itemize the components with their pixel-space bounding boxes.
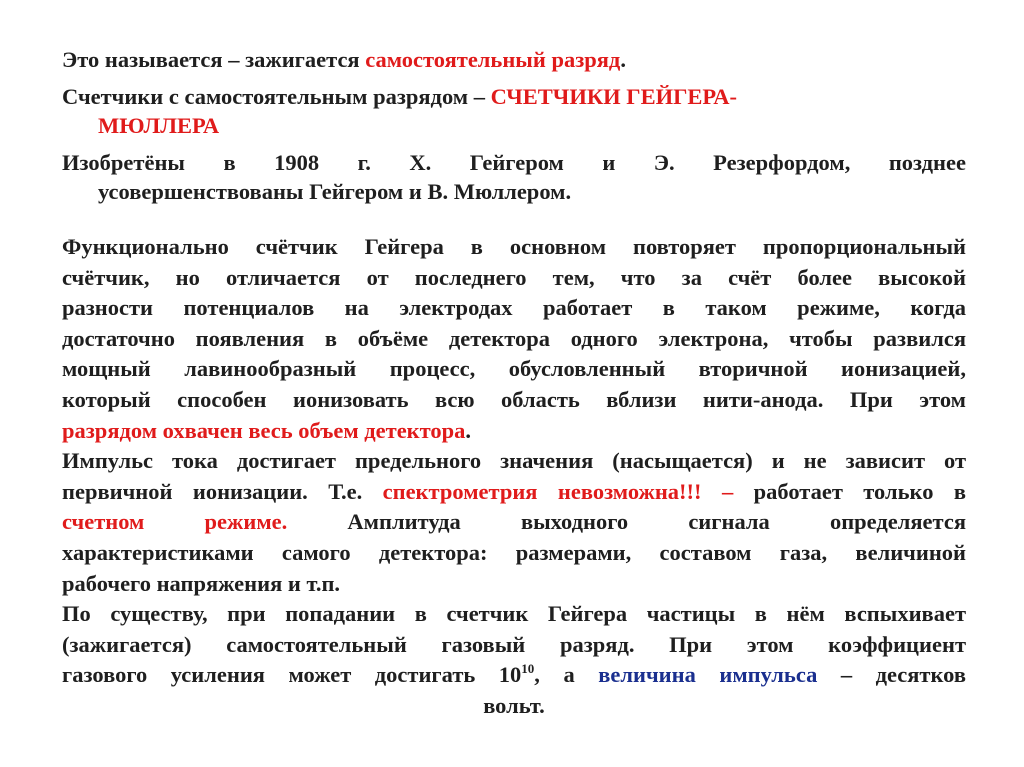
text-line: рабочего напряжения и т.п.	[62, 570, 341, 596]
text-segment: газового усиления может достигать 10	[62, 662, 522, 688]
text-segment: .	[620, 47, 626, 72]
highlight-blue: величина импульса	[598, 662, 818, 688]
highlight-red: разрядом охвачен весь объем детектора	[62, 417, 466, 443]
text-line: Изобретёны в 1908 г. Х. Гейгером и Э. Резерфордом, позднее	[62, 150, 966, 175]
text-segment: первичной ионизации. Т.е.	[62, 478, 383, 504]
text-line: (зажигается) самостоятельный газовый разряд. При этом коэффициент	[62, 631, 966, 657]
text-line: достаточно появления в объёме детектора одного электрона, чтобы развился	[62, 325, 966, 351]
superscript: 10	[521, 660, 535, 676]
text-segment: – десятков	[817, 662, 966, 688]
text-segment: работает только в	[733, 478, 967, 504]
text-segment: Это называется – зажигается	[62, 47, 366, 72]
text-line: усовершенствованы Гейгером и В. Мюллером.	[98, 179, 572, 204]
text-line: который способен ионизовать всю область вблизи нити-анода. При этом	[62, 386, 966, 412]
intro-line-2	[62, 82, 966, 140]
intro-line-1	[62, 46, 966, 73]
text-segment: Счетчики с самостоятельным разрядом –	[62, 84, 491, 109]
highlight-red: самостоятельный разряд	[365, 47, 621, 72]
text-segment: .	[465, 417, 472, 443]
text-line: Импульс тока достигает предельного значения (насыщается) и не зависит от	[62, 448, 966, 474]
highlight-red: счетном режиме.	[62, 509, 288, 535]
text-segment: Амплитуда выходного сигнала определяется	[287, 509, 966, 535]
text-line: разности потенциалов на электродах работает в таком режиме, когда	[62, 295, 966, 321]
text-line: счётчик, но отличается от последнего тем, что за счёт более высокой	[62, 264, 966, 290]
main-paragraph	[62, 232, 966, 722]
highlight-red: СЧЕТЧИКИ ГЕЙГЕРА-	[490, 84, 738, 109]
text-line: мощный лавинообразный процесс, обусловленный вторичной ионизацией,	[62, 356, 966, 382]
highlight-red: спектрометрия невозможна!!! –	[382, 478, 734, 504]
text-line: характеристиками самого детектора: размерами, составом газа, величиной	[62, 539, 966, 565]
intro-line-3	[62, 148, 966, 206]
text-line: По существу, при попадании в счетчик Гейгера частицы в нём вспыхивает	[62, 601, 966, 627]
text-line: Функционально счётчик Гейгера в основном повторяет пропорциональный	[62, 234, 966, 259]
text-line: вольт.	[483, 692, 545, 718]
highlight-red: МЮЛЛЕРА	[98, 113, 220, 138]
text-segment: , а	[534, 662, 599, 688]
